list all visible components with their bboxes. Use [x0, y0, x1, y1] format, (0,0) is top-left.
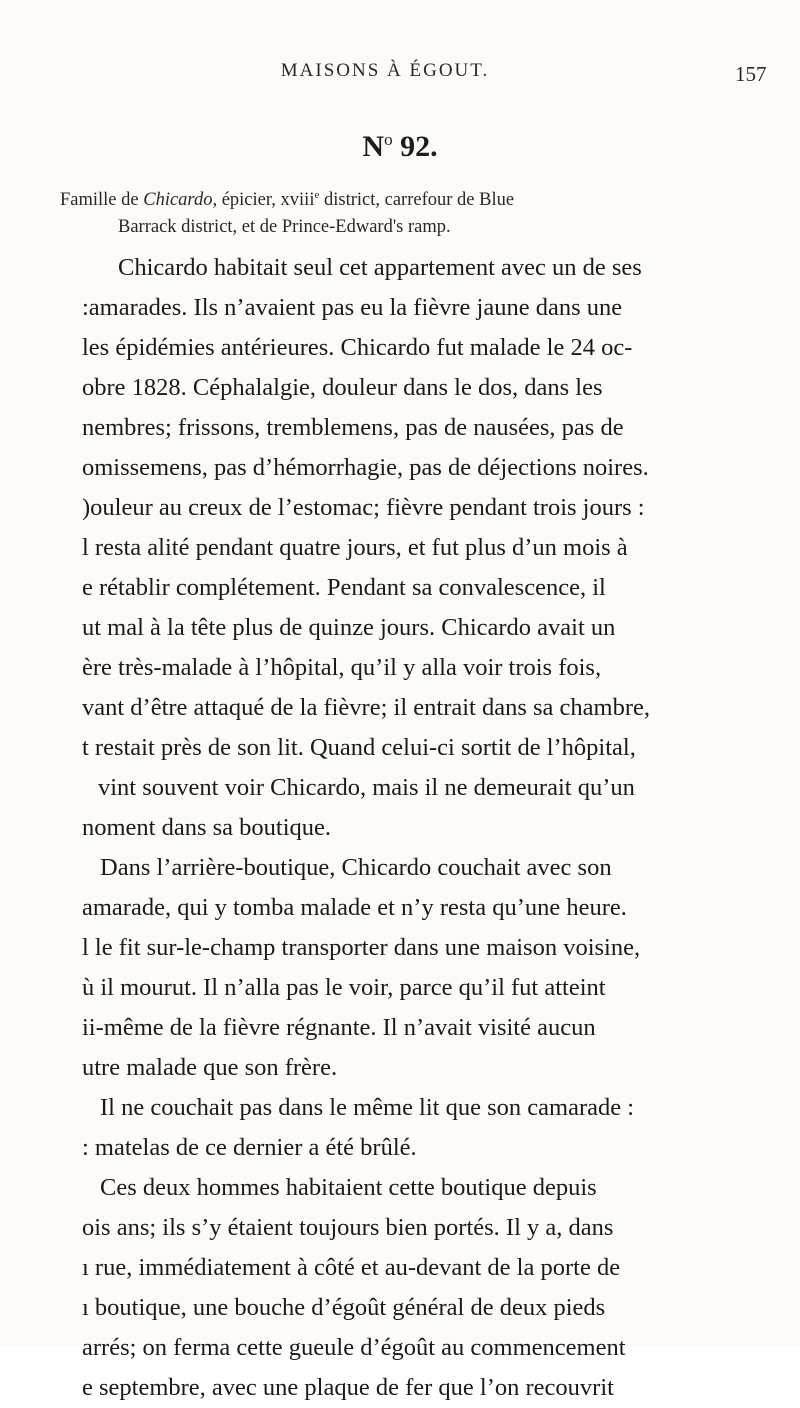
subtitle-occupation-sup: e: [314, 189, 320, 201]
subtitle-line1-rest: district, carrefour de Blue: [323, 190, 515, 210]
entry-number-sup: o: [384, 130, 393, 149]
text-line: Il ne couchait pas dans le même lit que son camarade :: [100, 1094, 635, 1121]
text-line: ı rue, immédiatement à côté et au-devant de la porte de: [82, 1254, 621, 1281]
text-line: ı boutique, une bouche d’égoût général de deux pieds: [82, 1294, 606, 1321]
text-line: vant d’être attaqué de la fièvre; il entrait dans sa chambre,: [82, 694, 650, 721]
text-line: Chicardo habitait seul cet appartement avec un de ses: [118, 254, 642, 281]
text-line: Dans l’arrière-boutique, Chicardo couchait avec son: [100, 854, 612, 881]
text-line: :amarades. Ils n’avaient pas eu la fièvre jaune dans une: [82, 294, 623, 321]
text-line: )ouleur au creux de l’estomac; fièvre pendant trois jours :: [82, 494, 645, 521]
page-number: 157: [735, 62, 767, 86]
entry-number: [0, 130, 800, 164]
entry-number-prefix: N: [362, 130, 385, 163]
running-head: [0, 60, 800, 86]
text-line: ère très-malade à l’hôpital, qu’il y alla voir trois fois,: [82, 654, 602, 681]
text-line: amarade, qui y tomba malade et n’y resta qu’une heure.: [82, 894, 627, 921]
text-line: nembres; frissons, tremblemens, pas de nausées, pas de: [82, 414, 624, 441]
body-text: [0, 248, 800, 1408]
text-line: vint souvent voir Chicardo, mais il ne demeurait qu’un: [98, 774, 635, 801]
text-line: obre 1828. Céphalalgie, douleur dans le dos, dans les: [82, 374, 603, 401]
text-line: l resta alité pendant quatre jours, et fut plus d’un mois à: [82, 534, 628, 561]
text-line: utre malade que son frère.: [82, 1054, 338, 1081]
text-line: e rétablir complétement. Pendant sa convalescence, il: [82, 574, 606, 601]
subtitle-occupation: épicier, xviii: [221, 190, 315, 210]
subtitle-line2: Barrack district, et de Prince-Edward's ramp.: [118, 217, 451, 237]
text-line: arrés; on ferma cette gueule d’égoût au commencement: [82, 1334, 626, 1361]
running-title: MAISONS À ÉGOUT.: [280, 60, 490, 81]
text-line: ù il mourut. Il n’alla pas le voir, parce qu’il fut atteint: [82, 974, 606, 1001]
entry-number-value: 92.: [400, 130, 438, 163]
text-line: noment dans sa boutique.: [82, 814, 332, 841]
text-line: l le fit sur-le-champ transporter dans une maison voisine,: [82, 934, 641, 961]
text-line: ois ans; ils s’y étaient toujours bien portés. Il y a, dans: [82, 1214, 614, 1241]
subtitle-famille: Famille de: [60, 190, 139, 210]
subtitle-name: Chicardo,: [143, 190, 218, 210]
text-line: e septembre, avec une plaque de fer que l’on recouvrit: [82, 1374, 614, 1401]
text-line: t restait près de son lit. Quand celui-ci sortit de l’hôpital,: [82, 734, 636, 761]
text-line: les épidémies antérieures. Chicardo fut malade le 24 oc-: [82, 334, 633, 361]
text-line: ut mal à la tête plus de quinze jours. Chicardo avait un: [82, 614, 616, 641]
text-line: : matelas de ce dernier a été brûlé.: [82, 1134, 417, 1161]
text-line: omissemens, pas d’hémorrhagie, pas de déjections noires.: [82, 454, 649, 481]
text-line: ii-même de la fièvre régnante. Il n’avait visité aucun: [82, 1014, 596, 1041]
entry-subtitle: [60, 182, 780, 241]
text-line: Ces deux hommes habitaient cette boutique depuis: [100, 1174, 597, 1201]
